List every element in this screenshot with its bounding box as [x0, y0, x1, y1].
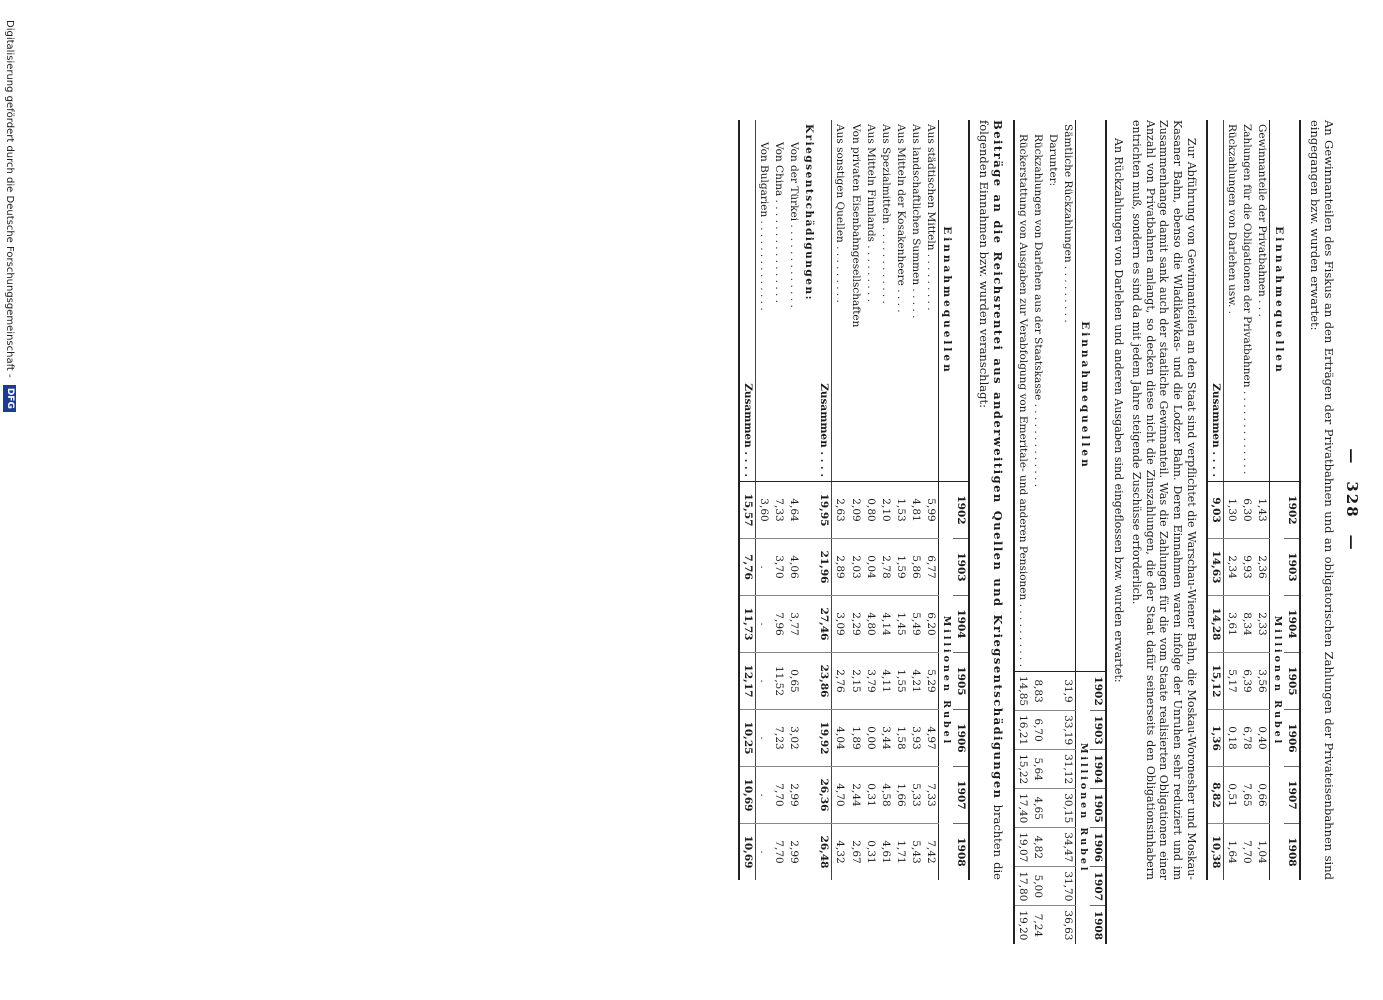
table3-war-total-label: Zusammen . . . . [739, 120, 756, 482]
table1-year: 1906 [1284, 710, 1300, 767]
table3-label: Aus Mitteln Finnlands . . . . . . . . . [863, 120, 878, 482]
table2-year: 1907 [1090, 867, 1106, 906]
table2-row [1045, 120, 1060, 944]
table1-year: 1905 [1284, 653, 1300, 710]
table3-value: 2,67 [848, 824, 863, 881]
paragraph-profit-shares: Zur Abführung von Gewinnanteilen an den Staat sind verpflichtet die Warschau-Wiener Bahn, die Moskau-Woronesher und Moskau-Kasaner Bahn, ebenso die Wladikawkas- und die Lodzer Bahn. Deren Einnahmen waren infolge der Unruhen sehr reduziert und im Zusammenhange damit sank auch der staatliche Gewinnanteil. Was die Zahlungen für die vom Staate realisierten Obligationen einer Anzahl von Privatbahnen anlangt, so decken diese nicht die Zinszahlungen, die der Staat dafür seinerseits den Obligationsinhabern entrichten muß, sondern es sind da mit jedem Jahre steigende Zuschüsse erforderlich. [1130, 120, 1198, 880]
table3-value: 5,33 [908, 767, 923, 824]
table3-value: 7,33 [923, 767, 939, 824]
table3-war-header-row [801, 120, 816, 880]
table2-value: 31,70 [1060, 867, 1076, 906]
table2-value: 5,64 [1030, 750, 1045, 789]
digitization-credit [1, 20, 17, 980]
table2-value: 19,20 [1014, 906, 1030, 945]
table3-value: 2,29 [848, 596, 863, 653]
table2-value [1045, 906, 1060, 945]
table3-war-value: . [755, 710, 771, 767]
table2-value [1045, 828, 1060, 867]
table1-total-value: 14,28 [1207, 596, 1224, 653]
table3-label: Aus Mitteln der Kosakenheere . . . . [893, 120, 908, 482]
table1-unit: Millionen Rubel [1270, 482, 1284, 881]
scanned-page [20, 0, 1383, 1000]
table3-value: 5,29 [923, 653, 939, 710]
table3-value: 1,53 [893, 482, 908, 539]
table3-value: 4,04 [832, 710, 848, 767]
table1-value: 1,04 [1254, 824, 1270, 881]
table2-year: 1908 [1090, 906, 1106, 945]
table1-value: 2,36 [1254, 539, 1270, 596]
table3-war-value: . [755, 824, 771, 881]
table2-value: 30,15 [1060, 789, 1076, 828]
table3-war-value: 7,70 [771, 767, 786, 824]
table2-value: 36,63 [1060, 906, 1076, 945]
paragraph-repayments-title: An Rückzahlungen von Darlehen und anderen Ausgaben sind eingeflossen bzw. wurden erwartet: [1112, 138, 1126, 683]
table3-value: 2,09 [848, 482, 863, 539]
table3-war-row [771, 120, 786, 880]
table3-war-label: Von China . . . . . . . . . . . . . . . . [771, 120, 786, 482]
table3-war-value: 4,64 [786, 482, 801, 539]
table2-value: 33,19 [1060, 711, 1076, 750]
table3-war-total-value: 7,76 [739, 539, 756, 596]
table1-label: Gewinnanteile der Privatbahnen . . . [1254, 120, 1270, 482]
table3-source-header: Einnahmequellen [939, 120, 970, 482]
table1-value: 7,65 [1239, 767, 1254, 824]
table3-war-value: . [755, 767, 771, 824]
table-repayments [1013, 120, 1108, 944]
table3-war-total-value: 10,25 [739, 710, 756, 767]
table1-year: 1907 [1284, 767, 1300, 824]
table3-row [848, 120, 863, 880]
table2-source-header: Einnahmequellen [1076, 120, 1107, 672]
table1-total-value: 15,12 [1207, 653, 1224, 710]
table3-war-value: 0,65 [786, 653, 801, 710]
table1-value: 2,34 [1224, 539, 1240, 596]
table3-year: 1907 [953, 767, 969, 824]
table3-war-value: 11,52 [771, 653, 786, 710]
table3-value: 4,21 [908, 653, 923, 710]
table2-label: Rückzahlungen von Darlehen aus der Staatskasse . . . . . . . . . . . . . [1030, 120, 1045, 672]
table3-war-total-value: 12,17 [739, 653, 756, 710]
table3-war-value: 3,60 [755, 482, 771, 539]
table3-war-value: 3,02 [786, 710, 801, 767]
table3-value: 2,89 [832, 539, 848, 596]
table3-label: Aus städtischen Mitteln . . . . . . . . . [923, 120, 939, 482]
page-number: —328— [1343, 448, 1361, 552]
scan-credit-sidebar [0, 0, 18, 1000]
table3-row [863, 120, 878, 880]
table3-subtotal-value: 23,86 [816, 653, 832, 710]
table1-source-header: Einnahmequellen [1270, 120, 1301, 482]
table3-war-value: 2,99 [786, 824, 801, 881]
table1-total-value: 10,38 [1207, 824, 1224, 881]
table3-empty-cell [801, 539, 816, 596]
table3-value: 3,44 [878, 710, 893, 767]
table3-war-value: 3,70 [771, 539, 786, 596]
section-contributions-title: Beiträge an die Reichsrentei aus anderweitigen Quellen und Kriegsentschädigungen [991, 120, 1005, 800]
table3-empty-cell [801, 653, 816, 710]
table3-war-total-value: 10,69 [739, 824, 756, 881]
table2-year: 1902 [1090, 672, 1106, 711]
table3-value: 4,97 [923, 710, 939, 767]
table1-row [1224, 120, 1240, 880]
table3-war-total-value: 10,69 [739, 767, 756, 824]
table1-value: 3,61 [1224, 596, 1240, 653]
table3-value: 1,59 [893, 539, 908, 596]
table3-empty-cell [801, 710, 816, 767]
table3-row [923, 120, 939, 880]
table2-value: 7,24 [1030, 906, 1045, 945]
table3-year: 1903 [953, 539, 969, 596]
table3-year: 1906 [953, 710, 969, 767]
table2-value: 14,85 [1014, 672, 1030, 711]
table3-empty-cell [801, 767, 816, 824]
table3-value: 4,58 [878, 767, 893, 824]
table2-value: 17,40 [1014, 789, 1030, 828]
table2-value: 17,80 [1014, 867, 1030, 906]
table1-value: 0,18 [1224, 710, 1240, 767]
table3-war-value: 7,96 [771, 596, 786, 653]
table2-year: 1906 [1090, 828, 1106, 867]
table2-unit: Millionen Rubel [1076, 672, 1090, 945]
table3-war-label: Von der Türkei . . . . . . . . . . . . . [786, 120, 801, 482]
table2-year: 1904 [1090, 750, 1106, 789]
table3-war-value: 7,33 [771, 482, 786, 539]
table1-value: 2,33 [1254, 596, 1270, 653]
table2-year: 1903 [1090, 711, 1106, 750]
table3-value: 0,04 [863, 539, 878, 596]
table2-value: 8,83 [1030, 672, 1045, 711]
table3-war-value: . [755, 653, 771, 710]
table3-value: 4,11 [878, 653, 893, 710]
table3-war-row [755, 120, 771, 880]
table3-subtotal-value: 27,46 [816, 596, 832, 653]
table1-row [1239, 120, 1254, 880]
table3-value: 0,31 [863, 767, 878, 824]
table2-row [1014, 120, 1030, 944]
table3-row [878, 120, 893, 880]
table1-row [1254, 120, 1270, 880]
table3-unit: Millionen Rubel [939, 482, 953, 881]
table3-subtotal-value: 19,95 [816, 482, 832, 539]
table3-value: 5,49 [908, 596, 923, 653]
table2-label: Rückerstattung von Ausgaben zur Verabfolgung von Emeritale- und anderen Pensionen . . . . . . . . . . [1014, 120, 1030, 672]
table3-value: 4,80 [863, 596, 878, 653]
table3-war-value: 3,77 [786, 596, 801, 653]
table3-value: 1,55 [893, 653, 908, 710]
table3-value: 4,81 [908, 482, 923, 539]
table1-value: 3,56 [1254, 653, 1270, 710]
table2-year: 1905 [1090, 789, 1106, 828]
table1-value: 6,30 [1239, 482, 1254, 539]
table3-label: Aus Spezialmitteln . . . . . . . . . . . . [878, 120, 893, 482]
table3-value: 0,31 [863, 824, 878, 881]
table3-value: 2,78 [878, 539, 893, 596]
table3-row [893, 120, 908, 880]
page-number-value: 328 [1343, 481, 1361, 519]
table3-value: 2,63 [832, 482, 848, 539]
table1-total-value: 1,36 [1207, 710, 1224, 767]
table1-label: Zahlungen für die Obligationen der Privatbahnen . . . . . . . . . . . . . [1239, 120, 1254, 482]
table2-value: 4,82 [1030, 828, 1045, 867]
table3-value: 2,10 [878, 482, 893, 539]
table2-value [1045, 867, 1060, 906]
table3-year: 1905 [953, 653, 969, 710]
table2-label: Darunter: [1045, 120, 1060, 672]
table2-value: 4,65 [1030, 789, 1045, 828]
table1-total-value: 9,03 [1207, 482, 1224, 539]
table3-label: Aus landschaftlichen Summen . . . . . [908, 120, 923, 482]
table3-label: Von privaten Eisenbahngesellschaften [848, 120, 863, 482]
table3-war-value: . [755, 539, 771, 596]
table3-war-total-value: 15,57 [739, 482, 756, 539]
table3-value: 0,00 [863, 710, 878, 767]
table1-value: 7,70 [1239, 824, 1254, 881]
table1-value: 5,17 [1224, 653, 1240, 710]
table1-total-value: 8,82 [1207, 767, 1224, 824]
table3-row [832, 120, 848, 880]
table3-war-row [786, 120, 801, 880]
table3-value: 3,09 [832, 596, 848, 653]
table3-value: 7,42 [923, 824, 939, 881]
table1-year: 1904 [1284, 596, 1300, 653]
table1-total-value: 14,63 [1207, 539, 1224, 596]
table3-empty-cell [801, 596, 816, 653]
table3-war-value: 7,70 [771, 824, 786, 881]
table2-value: 5,00 [1030, 867, 1045, 906]
table3-subtotal-value: 26,36 [816, 767, 832, 824]
table2-row [1030, 120, 1045, 944]
table3-value: 1,89 [848, 710, 863, 767]
table2-value: 31,9 [1060, 672, 1076, 711]
table3-value: 5,86 [908, 539, 923, 596]
table1-value: 8,34 [1239, 596, 1254, 653]
table3-subtotal-value: 26,48 [816, 824, 832, 881]
table2-label: Sämtliche Rückzahlungen . . . . . . . . . [1060, 120, 1076, 672]
table1-year: 1903 [1284, 539, 1300, 596]
table2-value: 31,12 [1060, 750, 1076, 789]
table3-row [908, 120, 923, 880]
table3-value: 4,70 [832, 767, 848, 824]
table3-value: 4,14 [878, 596, 893, 653]
table3-value: 0,80 [863, 482, 878, 539]
table3-value: 3,79 [863, 653, 878, 710]
table-profit-shares [1206, 120, 1302, 880]
table3-value: 3,93 [908, 710, 923, 767]
digitization-credit-text: Digitalisierung gefördert durch die Deutsche Forschungsgemeinschaft - [4, 20, 15, 378]
rotated-page-content [31, 120, 1371, 941]
table3-value: 6,77 [923, 539, 939, 596]
table3-year: 1904 [953, 596, 969, 653]
table3-war-total-row [739, 120, 756, 880]
table1-value: 0,51 [1224, 767, 1240, 824]
table1-value: 1,30 [1224, 482, 1240, 539]
table3-year: 1902 [953, 482, 969, 539]
table1-value: 6,39 [1239, 653, 1254, 710]
section-contributions-rest: brachten die folgenden Einnahmen bzw. wurden veranschlagt: [976, 120, 1005, 880]
table3-value: 2,03 [848, 539, 863, 596]
table3-value: 2,44 [848, 767, 863, 824]
table3-value: 2,76 [832, 653, 848, 710]
table3-value: 6,20 [923, 596, 939, 653]
table3-value: 1,45 [893, 596, 908, 653]
table3-subtotal-value: 21,96 [816, 539, 832, 596]
table1-label: Rückzahlungen von Darlehen usw. . [1224, 120, 1240, 482]
table3-value: 4,61 [878, 824, 893, 881]
section-contributions-heading [976, 120, 1005, 880]
table3-war-value: 7,23 [771, 710, 786, 767]
table1-year: 1908 [1284, 824, 1300, 881]
table1-total-label: Zusammen . . . . [1207, 120, 1224, 482]
table1-value: 1,64 [1224, 824, 1240, 881]
table3-value: 2,15 [848, 653, 863, 710]
table-contributions [738, 120, 971, 880]
dfg-logo: DFG [4, 385, 17, 412]
table3-value: 1,66 [893, 767, 908, 824]
table3-war-value: 4,06 [786, 539, 801, 596]
table2-value [1045, 750, 1060, 789]
table1-value: 1,43 [1254, 482, 1270, 539]
intro-paragraph: An Gewinnanteilen des Fiskus an den Erträgen der Privatbahnen und an obligatorischen Zahlungen der Privateisenbahnen sind eingegangen bzw. wurden erwartet: [1307, 120, 1337, 880]
table2-value [1045, 789, 1060, 828]
table1-value: 0,40 [1254, 710, 1270, 767]
table3-empty-cell [801, 824, 816, 881]
table2-value [1045, 672, 1060, 711]
table1-value: 6,78 [1239, 710, 1254, 767]
table2-value: 34,47 [1060, 828, 1076, 867]
table1-value: 0,66 [1254, 767, 1270, 824]
table3-value: 5,99 [923, 482, 939, 539]
table1-year: 1902 [1284, 482, 1300, 539]
table3-war-value: . [755, 596, 771, 653]
war-indemnities-header: Kriegsentschädigungen: [801, 120, 816, 482]
table3-value: 5,43 [908, 824, 923, 881]
table2-value [1045, 711, 1060, 750]
table3-war-label: Von Bulgarien . . . . . . . . . . . . . . [755, 120, 771, 482]
table3-subtotal-row [816, 120, 832, 880]
table3-value: 1,58 [893, 710, 908, 767]
table3-year: 1908 [953, 824, 969, 881]
table3-empty-cell [801, 482, 816, 539]
table2-value: 6,70 [1030, 711, 1045, 750]
table2-value: 15,22 [1014, 750, 1030, 789]
table2-value: 16,21 [1014, 711, 1030, 750]
table3-value: 1,71 [893, 824, 908, 881]
table3-war-total-value: 11,73 [739, 596, 756, 653]
table1-total-row [1207, 120, 1224, 880]
table3-label: Aus sonstigen Quellen . . . . . . . . . [832, 120, 848, 482]
table3-subtotal-label: Zusammen . . . . [816, 120, 832, 482]
table3-subtotal-value: 19,92 [816, 710, 832, 767]
table3-value: 4,32 [832, 824, 848, 881]
table2-row [1060, 120, 1076, 944]
table3-war-value: 2,99 [786, 767, 801, 824]
table1-value: 9,93 [1239, 539, 1254, 596]
table2-value: 19,07 [1014, 828, 1030, 867]
